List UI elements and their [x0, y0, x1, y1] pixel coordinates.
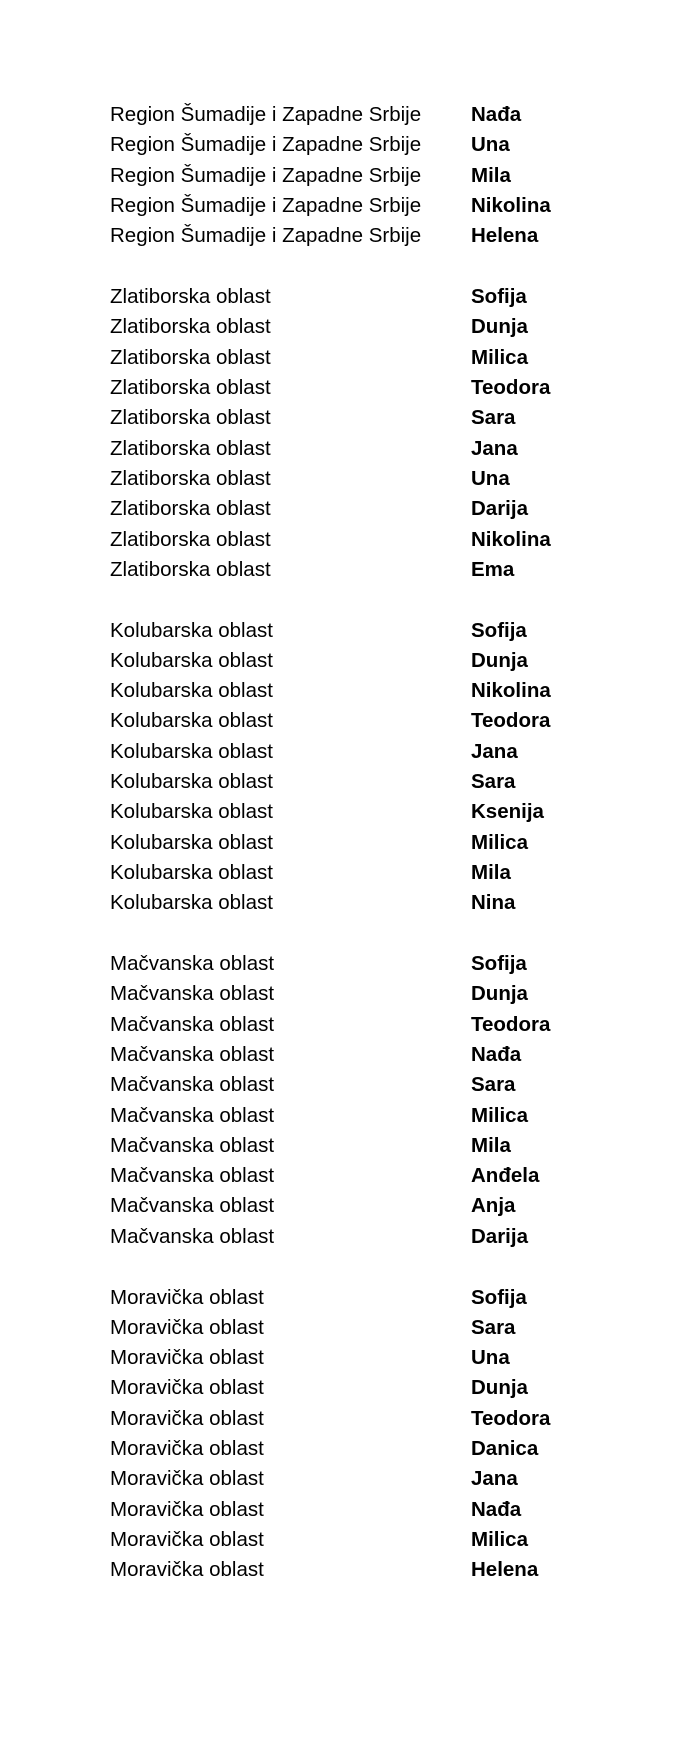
girl-name: Nikolina: [471, 194, 551, 218]
girl-name: Jana: [471, 739, 518, 763]
region-name: Moravička oblast: [110, 1346, 264, 1370]
girl-name: Darija: [471, 1224, 528, 1248]
girl-name: Sofija: [471, 1285, 527, 1309]
region-group: [110, 100, 590, 251]
table-row: [110, 464, 590, 494]
table-row: [110, 524, 590, 554]
table-row: [110, 858, 590, 888]
girl-name: Una: [471, 1346, 510, 1370]
girl-name: Sara: [471, 770, 516, 794]
girl-name: Sara: [471, 1315, 516, 1339]
region-name: Zlatiborska oblast: [110, 345, 271, 369]
region-name: Moravička oblast: [110, 1527, 264, 1551]
girl-name: Jana: [471, 1467, 518, 1491]
region-name: Kolubarska oblast: [110, 830, 273, 854]
table-row: [110, 1494, 590, 1524]
region-name: Mačvanska oblast: [110, 1042, 275, 1066]
table-row: [110, 615, 590, 645]
region-name: Zlatiborska oblast: [110, 285, 271, 309]
girl-name: Milica: [471, 1527, 528, 1551]
region-name: Zlatiborska oblast: [110, 406, 271, 430]
table-row: [110, 221, 590, 251]
region-name: Kolubarska oblast: [110, 648, 273, 672]
table-row: [110, 1525, 590, 1555]
region-name: Zlatiborska oblast: [110, 436, 271, 460]
girl-name: Mila: [471, 1133, 511, 1157]
girl-name: Mila: [471, 163, 511, 187]
girl-name: Ema: [471, 557, 515, 581]
table-row: [110, 1282, 590, 1312]
table-row: [110, 1040, 590, 1070]
girl-name: Danica: [471, 1437, 539, 1461]
region-name: Kolubarska oblast: [110, 860, 273, 884]
girl-name: Teodora: [471, 1012, 551, 1036]
girl-name: Sofija: [471, 618, 527, 642]
table-row: [110, 1010, 590, 1040]
table-row: [110, 949, 590, 979]
region-name: Region Šumadije i Zapadne Srbije: [110, 194, 422, 218]
table-row: [110, 676, 590, 706]
table-row: [110, 403, 590, 433]
girl-name: Milica: [471, 1103, 528, 1127]
girl-name: Anđela: [471, 1164, 540, 1188]
girl-name: Milica: [471, 345, 528, 369]
table-row: [110, 1100, 590, 1130]
table-row: [110, 828, 590, 858]
region-name: Kolubarska oblast: [110, 770, 273, 794]
region-name: Moravička oblast: [110, 1406, 264, 1430]
region-name: Zlatiborska oblast: [110, 466, 271, 490]
table-row: [110, 1070, 590, 1100]
girl-name: Nađa: [471, 1497, 522, 1521]
region-name: Kolubarska oblast: [110, 800, 273, 824]
girl-name: Jana: [471, 436, 518, 460]
region-name: Kolubarska oblast: [110, 739, 273, 763]
table-row: [110, 646, 590, 676]
region-name: Region Šumadije i Zapadne Srbije: [110, 103, 422, 127]
region-name: Mačvanska oblast: [110, 952, 275, 976]
table-row: [110, 555, 590, 585]
table-row: [110, 979, 590, 1009]
region-name: Zlatiborska oblast: [110, 315, 271, 339]
girl-name: Dunja: [471, 1376, 528, 1400]
girl-name: Dunja: [471, 315, 528, 339]
region-name: Mačvanska oblast: [110, 1164, 275, 1188]
table-row: [110, 797, 590, 827]
girl-name: Nikolina: [471, 679, 551, 703]
region-name: Kolubarska oblast: [110, 679, 273, 703]
girl-name: Dunja: [471, 648, 528, 672]
region-name: Moravička oblast: [110, 1437, 264, 1461]
region-name: Kolubarska oblast: [110, 709, 273, 733]
table-row: [110, 161, 590, 191]
girl-name: Mila: [471, 860, 511, 884]
region-name: Moravička oblast: [110, 1376, 264, 1400]
girl-name: Teodora: [471, 1406, 551, 1430]
table-row: [110, 1222, 590, 1252]
region-name: Mačvanska oblast: [110, 1103, 275, 1127]
region-name: Zlatiborska oblast: [110, 557, 271, 581]
table-row: [110, 737, 590, 767]
girl-name: Darija: [471, 497, 528, 521]
table-row: [110, 1191, 590, 1221]
region-name: Mačvanska oblast: [110, 1194, 275, 1218]
girl-name: Teodora: [471, 376, 551, 400]
table-row: [110, 1404, 590, 1434]
region-group: [110, 615, 590, 918]
table-row: [110, 373, 590, 403]
table-row: [110, 282, 590, 312]
region-name: Moravička oblast: [110, 1467, 264, 1491]
table-row: [110, 1464, 590, 1494]
region-name: Mačvanska oblast: [110, 1012, 275, 1036]
region-name: Kolubarska oblast: [110, 618, 273, 642]
table-row: [110, 1555, 590, 1585]
girl-name: Nikolina: [471, 527, 551, 551]
table-row: [110, 888, 590, 918]
region-name: Kolubarska oblast: [110, 891, 273, 915]
region-name: Zlatiborska oblast: [110, 527, 271, 551]
region-name: Zlatiborska oblast: [110, 497, 271, 521]
table-row: [110, 1434, 590, 1464]
table-row: [110, 1343, 590, 1373]
region-name: Moravička oblast: [110, 1558, 264, 1582]
girl-name: Sofija: [471, 952, 527, 976]
region-name: Mačvanska oblast: [110, 1133, 275, 1157]
region-name: Mačvanska oblast: [110, 982, 275, 1006]
girl-name: Ksenija: [471, 800, 544, 824]
region-name: Region Šumadije i Zapadne Srbije: [110, 224, 422, 248]
girl-name: Una: [471, 133, 510, 157]
girl-name: Anja: [471, 1194, 516, 1218]
table-row: [110, 767, 590, 797]
girl-name: Sofija: [471, 285, 527, 309]
girl-name: Milica: [471, 830, 528, 854]
girl-name: Sara: [471, 1073, 516, 1097]
region-name: Moravička oblast: [110, 1497, 264, 1521]
girl-name: Una: [471, 466, 510, 490]
table-row: [110, 312, 590, 342]
document-page: [110, 100, 590, 1616]
region-group: [110, 949, 590, 1252]
table-row: [110, 1161, 590, 1191]
table-row: [110, 1373, 590, 1403]
table-row: [110, 494, 590, 524]
table-row: [110, 191, 590, 221]
region-name: Mačvanska oblast: [110, 1224, 275, 1248]
region-group: [110, 282, 590, 585]
girl-name: Nina: [471, 891, 516, 915]
region-name: Moravička oblast: [110, 1285, 264, 1309]
girl-name: Helena: [471, 1558, 539, 1582]
region-name: Moravička oblast: [110, 1315, 264, 1339]
region-name: Zlatiborska oblast: [110, 376, 271, 400]
region-name: Mačvanska oblast: [110, 1073, 275, 1097]
region-group: [110, 1282, 590, 1585]
table-row: [110, 1131, 590, 1161]
girl-name: Helena: [471, 224, 539, 248]
region-name: Region Šumadije i Zapadne Srbije: [110, 133, 422, 157]
table-row: [110, 1313, 590, 1343]
girl-name: Dunja: [471, 982, 528, 1006]
girl-name: Teodora: [471, 709, 551, 733]
girl-name: Sara: [471, 406, 516, 430]
girl-name: Nađa: [471, 103, 522, 127]
girl-name: Nađa: [471, 1042, 522, 1066]
table-row: [110, 433, 590, 463]
table-row: [110, 706, 590, 736]
table-row: [110, 130, 590, 160]
table-row: [110, 100, 590, 130]
region-name: Region Šumadije i Zapadne Srbije: [110, 163, 422, 187]
table-row: [110, 343, 590, 373]
